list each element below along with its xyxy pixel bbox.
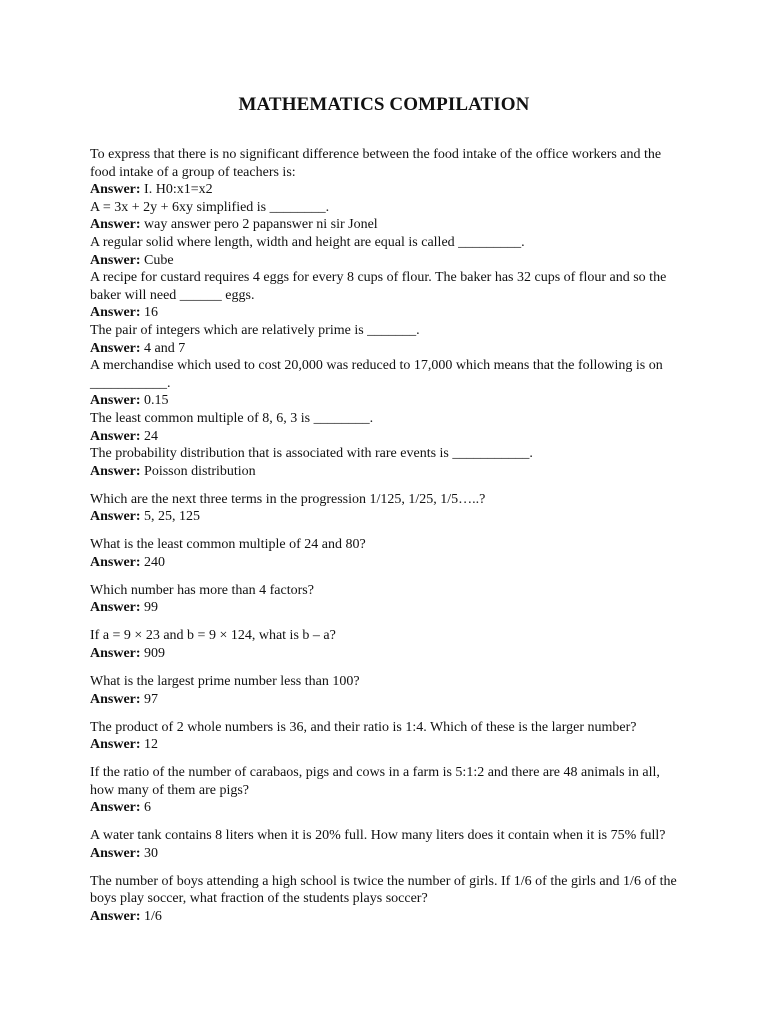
answer-label: Answer:	[90, 340, 141, 356]
paragraph-spacer	[90, 863, 680, 873]
answer-line	[90, 599, 680, 617]
answer-label: Answer:	[90, 428, 141, 444]
answer-line	[90, 508, 680, 526]
question-text: A merchandise which used to cost 20,000 was reduced to 17,000 which means that the following is on ___________.	[90, 358, 667, 391]
question-text: The product of 2 whole numbers is 36, and their ratio is 1:4. Which of these is the larger number?	[90, 719, 637, 735]
answer-line	[90, 216, 680, 234]
answer-label: Answer:	[90, 800, 141, 816]
answer-line	[90, 340, 680, 358]
answer-text: 12	[144, 737, 159, 753]
answer-label: Answer:	[90, 217, 141, 233]
question-text: A regular solid where length, width and height are equal is called _________.	[90, 234, 525, 250]
paragraph-spacer	[90, 571, 680, 581]
answer-label: Answer:	[90, 393, 141, 409]
answer-line	[90, 845, 680, 863]
paragraph-spacer	[90, 663, 680, 673]
question-text: The probability distribution that is associated with rare events is ___________.	[90, 446, 533, 462]
answer-text: 99	[144, 600, 159, 616]
answer-text: Poisson distribution	[144, 463, 256, 479]
question-text: The number of boys attending a high school is twice the number of girls. If 1/6 of the girls and 1/6 of the boys play soccer, what fraction of the students plays soccer?	[90, 873, 681, 907]
question-text: The pair of integers which are relatively prime is _______.	[90, 322, 420, 338]
answer-label: Answer:	[90, 737, 141, 753]
answer-label: Answer:	[90, 600, 141, 616]
answer-label: Answer:	[90, 305, 141, 321]
answer-text: 16	[144, 305, 159, 321]
answer-label: Answer:	[90, 845, 141, 861]
answer-text: 6	[144, 800, 152, 816]
answer-line	[90, 428, 680, 446]
answer-text: 97	[144, 691, 159, 707]
answer-label: Answer:	[90, 252, 141, 268]
document-title: MATHEMATICS COMPILATION	[238, 94, 530, 115]
paragraph-spacer	[90, 526, 680, 536]
answer-line	[90, 645, 680, 663]
question-text: A recipe for custard requires 4 eggs for every 8 cups of flour. The baker has 32 cups of flour and so the baker will need ______ eggs.	[90, 270, 670, 303]
question-text: The least common multiple of 8, 6, 3 is ________.	[90, 410, 374, 426]
answer-line	[90, 736, 680, 754]
question-text: If the ratio of the number of carabaos, pigs and cows in a farm is 5:1:2 and there are 48 animals in all, how many of them are pigs?	[90, 765, 664, 798]
qa-list	[90, 146, 680, 926]
answer-text: way answer pero 2 papanswer ni sir Jonel	[144, 217, 378, 233]
answer-text: 30	[144, 845, 159, 861]
answer-label: Answer:	[90, 554, 141, 570]
paragraph-spacer	[90, 754, 680, 764]
question-text: To express that there is no significant difference between the food intake of the office workers and the food intake of a group of teachers is:	[90, 147, 665, 180]
answer-text: Cube	[144, 252, 174, 268]
question-text: What is the largest prime number less than 100?	[90, 673, 360, 689]
question-text: What is the least common multiple of 24 and 80?	[90, 537, 366, 553]
answer-label: Answer:	[90, 691, 141, 707]
question-text: A = 3x + 2y + 6xy simplified is ________.	[90, 199, 330, 215]
answer-text: 5, 25, 125	[144, 509, 201, 525]
answer-line	[90, 799, 680, 817]
answer-line	[90, 304, 680, 322]
answer-text: 1/6	[144, 909, 162, 925]
paragraph-spacer	[90, 480, 680, 490]
answer-text: I. H0:x1=x2	[144, 182, 213, 198]
question-text: Which number has more than 4 factors?	[90, 582, 314, 598]
paragraph-spacer	[90, 817, 680, 827]
paragraph-spacer	[90, 617, 680, 627]
answer-text: 909	[144, 646, 166, 661]
answer-label: Answer:	[90, 646, 141, 661]
answer-line	[90, 463, 680, 481]
answer-label: Answer:	[90, 463, 141, 479]
answer-line	[90, 392, 680, 410]
question-text: Which are the next three terms in the progression 1/125, 1/25, 1/5…..?	[90, 491, 486, 507]
paragraph-spacer	[90, 708, 680, 718]
answer-label: Answer:	[90, 909, 141, 925]
answer-line	[90, 908, 680, 926]
answer-text: 240	[144, 554, 166, 570]
answer-text: 4 and 7	[144, 340, 186, 356]
answer-line	[90, 252, 680, 270]
answer-line	[90, 554, 680, 572]
question-text: If a = 9 × 23 and b = 9 × 124, what is b – a?	[90, 628, 336, 644]
question-text: A water tank contains 8 liters when it is 20% full. How many liters does it contain when it is 75% full?	[90, 828, 666, 844]
answer-label: Answer:	[90, 182, 141, 198]
answer-label: Answer:	[90, 509, 141, 525]
answer-text: 24	[144, 428, 159, 444]
answer-text: 0.15	[144, 393, 169, 409]
answer-line	[90, 691, 680, 709]
answer-line	[90, 181, 680, 199]
